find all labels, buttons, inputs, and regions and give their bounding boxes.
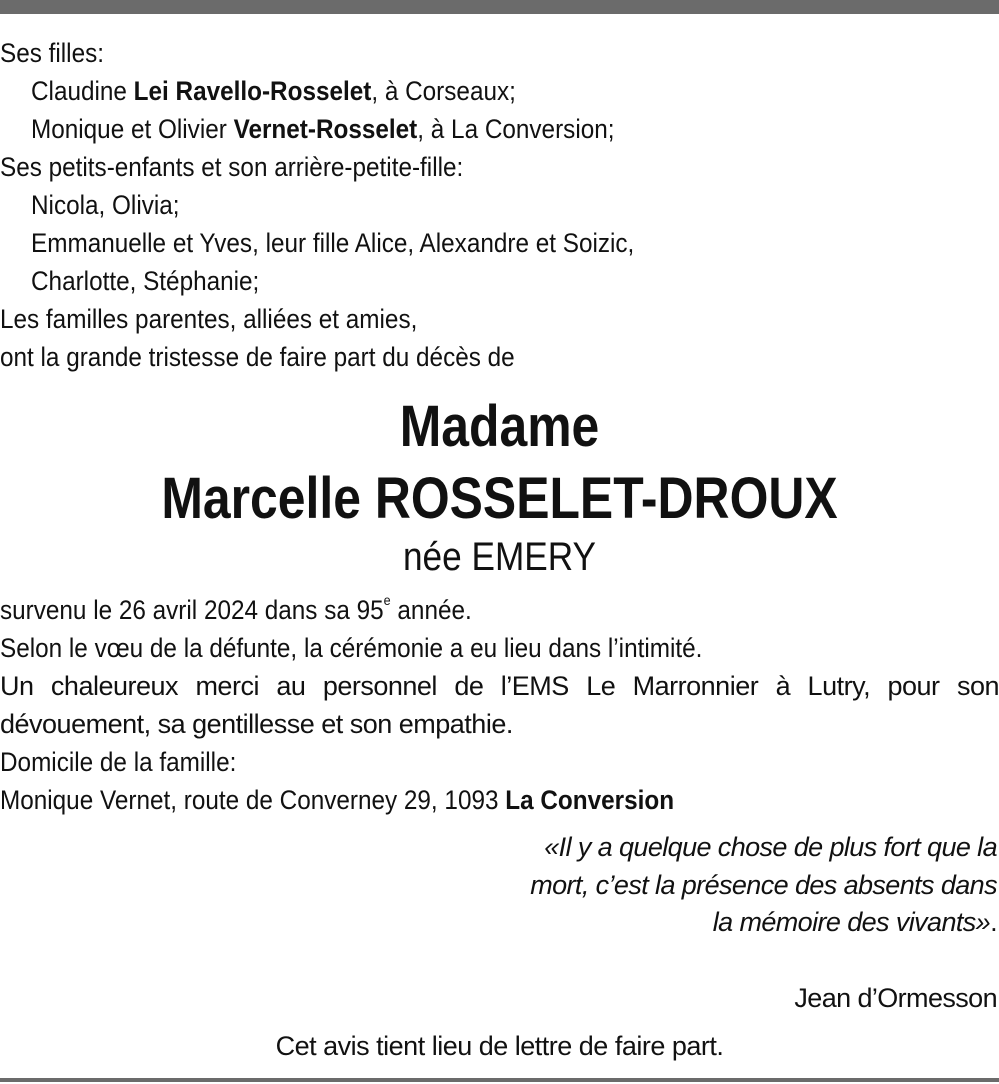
daughter-1-line: Claudine Lei Ravello-Rosselet, à Corseaux; (31, 76, 516, 106)
death-date-line: survenu le 26 avril 2024 dans sa 95e année. (0, 592, 472, 625)
domicile-label: Domicile de la famille: (0, 747, 237, 777)
closing-line: Cet avis tient lieu de lettre de faire part. (275, 1031, 724, 1061)
top-rule (0, 0, 999, 14)
daughter-2-line: Monique et Olivier Vernet-Rosselet, à La Conversion; (31, 114, 615, 144)
families-line: Les familles parentes, alliées et amies, (0, 304, 418, 334)
daughters-label: Ses filles: (0, 38, 104, 68)
quote-end: . (990, 907, 997, 937)
ceremony-line: Selon le vœu de la défunte, la cérémonie a eu lieu dans l’intimité. (0, 633, 703, 663)
ordinal-suffix: e (383, 592, 391, 608)
bottom-rule (0, 1078, 999, 1082)
maiden-name: née EMERY (402, 535, 597, 579)
grandchildren-line-2: Emmanuelle et Yves, leur fille Alice, Alexandre et Soizic, (31, 228, 635, 258)
deceased-title: Madame (399, 394, 600, 459)
address-city: La Conversion (505, 785, 675, 815)
address-line: Monique Vernet, route de Converney 29, 1093 La Conversion (0, 785, 675, 815)
quote-text: «Il y a quelque chose de plus fort que la mort, c’est la présence des absents dans la mémoire des vivants» (530, 832, 997, 937)
thanks-paragraph: Un chaleureux merci au personnel de l’EMS Le Marronnier à Lutry, pour son dévouement, sa gentillesse et son empathie. (0, 671, 999, 739)
daughter-1-surname: Lei Ravello-Rosselet (133, 76, 372, 106)
grandchildren-line-1: Nicola, Olivia; (31, 190, 180, 220)
grandchildren-line-3: Charlotte, Stéphanie; (31, 266, 260, 296)
announce-line: ont la grande tristesse de faire part du décès de (0, 342, 515, 372)
deceased-name: Marcelle ROSSELET-DROUX (161, 466, 838, 531)
grandchildren-label: Ses petits-enfants et son arrière-petite-fille: (0, 152, 464, 182)
quote-block (517, 829, 997, 942)
quote-author: Jean d’Ormesson (794, 983, 997, 1013)
daughter-2-surname: Vernet-Rosselet (233, 114, 418, 144)
